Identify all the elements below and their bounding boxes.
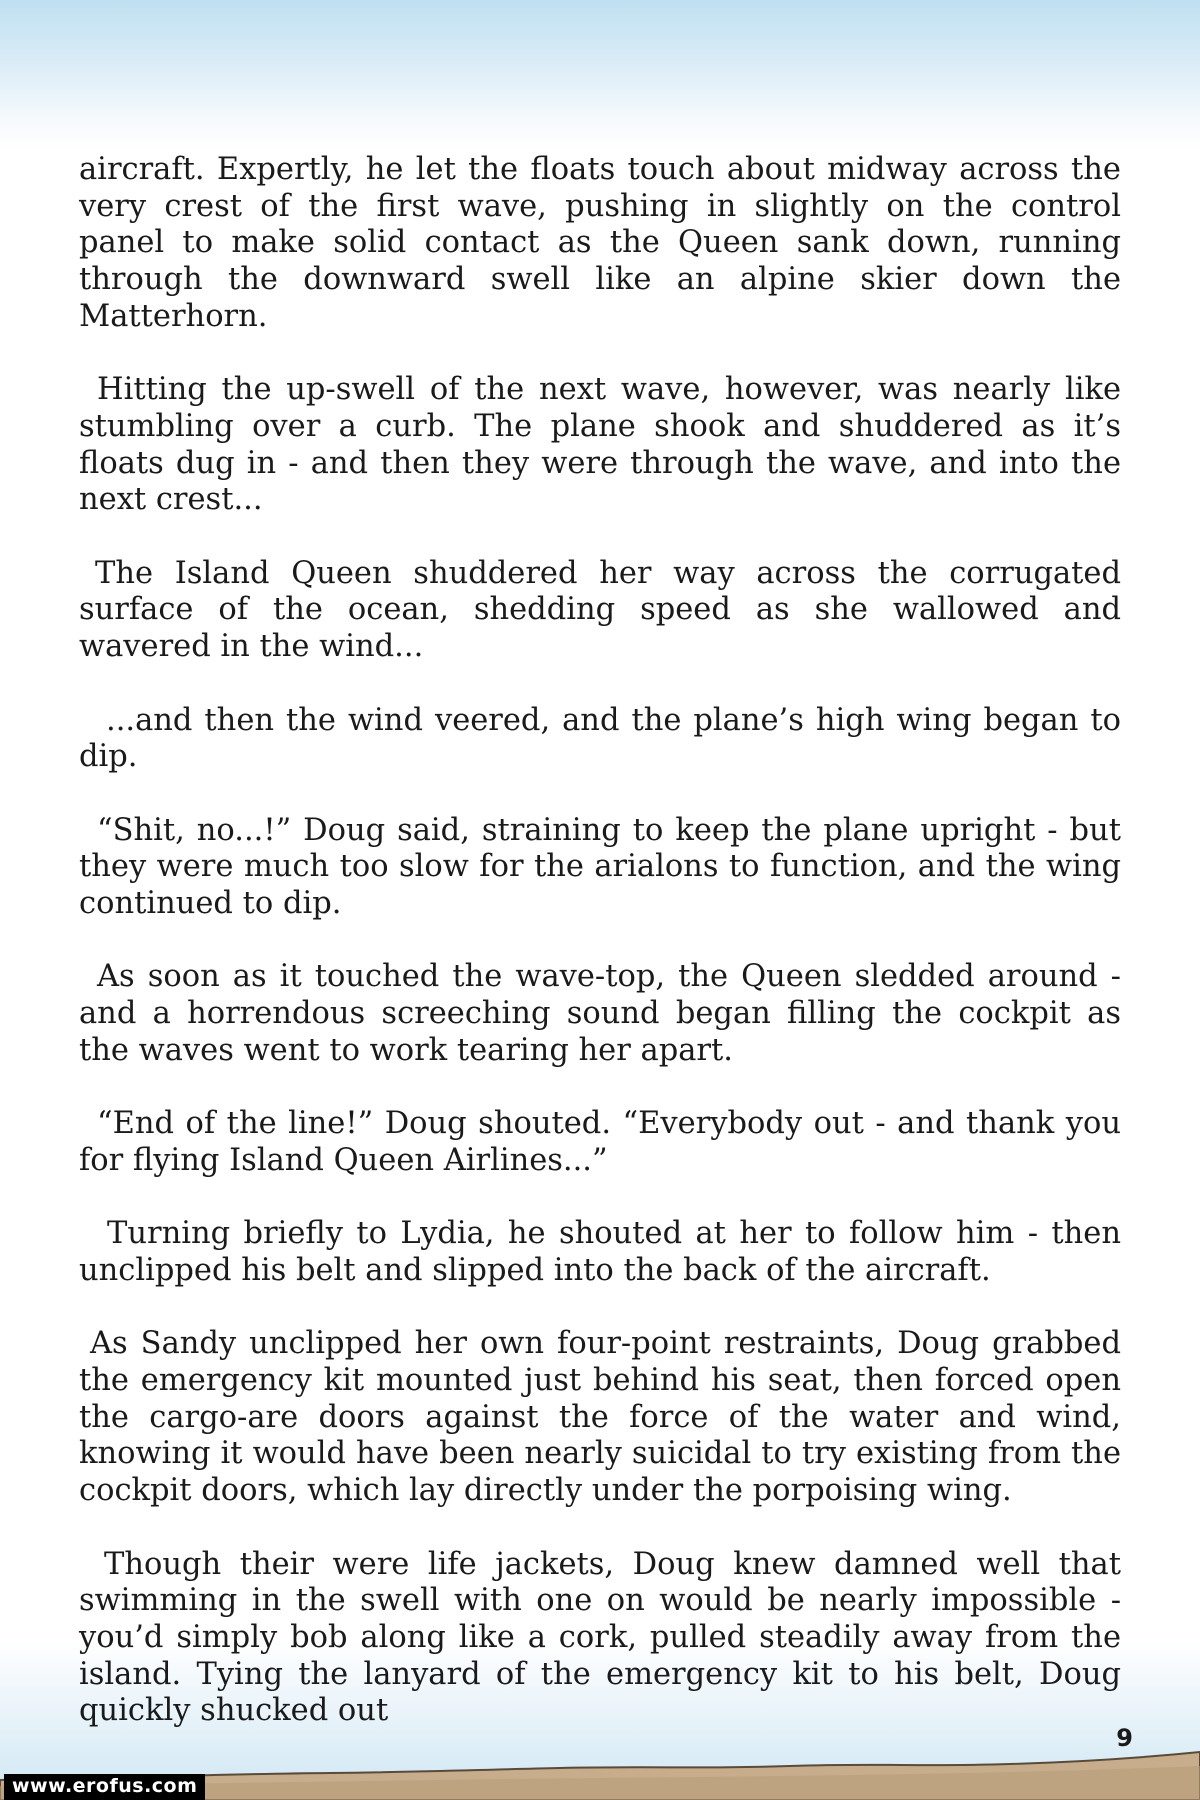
paragraph: Though their were life jackets, Doug knew damned well that swimming in the swell with one on would be nearly impossible - you’d simply bob along like a cork, pulled steadily away from the island. Tying the lanyard of the emergency kit to his belt, Doug quickly shucked out	[79, 1546, 1121, 1729]
paragraph: As soon as it touched the wave-top, the Queen sledded around - and a horrendous screeching sound began filling the cockpit as the waves went to work tearing her apart.	[79, 959, 1121, 1068]
paragraph: The Island Queen shuddered her way across the corrugated surface of the ocean, shedding speed as she wallowed and wavered in the wind...	[79, 555, 1121, 665]
paragraph: Turning briefly to Lydia, he shouted at her to follow him - then unclipped his belt and slipped into the back of the aircraft.	[79, 1216, 1121, 1288]
site-watermark: www.erofus.com	[4, 1774, 205, 1800]
paragraph: aircraft. Expertly, he let the floats touch about midway across the very crest of the first wave, pushing in slightly on the control panel to make solid contact as the Queen sank down, running through the downward swell like an alpine skier down the Matterhorn.	[79, 152, 1121, 334]
paragraph: ...and then the wind veered, and the plane’s high wing began to dip.	[79, 702, 1121, 775]
story-text	[79, 152, 1121, 1767]
paragraph: “Shit, no...!” Doug said, straining to keep the plane upright - but they were much too slow for the arialons to function, and the wing continued to dip.	[79, 812, 1121, 921]
paragraph: Hitting the up-swell of the next wave, however, was nearly like stumbling over a curb. The plane shook and shuddered as it’s floats dug in - and then they were through the wave, and into the next crest...	[79, 372, 1121, 518]
sky-gradient-top	[0, 0, 1200, 150]
paragraph: As Sandy unclipped her own four-point restraints, Doug grabbed the emergency kit mounted just behind his seat, then forced open the cargo-are doors against the force of the water and wind, knowing it would have been nearly suicidal to try existing from the cockpit doors, which lay directly under the porpoising wing.	[79, 1326, 1121, 1509]
paragraph: “End of the line!” Doug shouted. “Everybody out - and thank you for flying Island Queen Airlines...”	[79, 1106, 1121, 1178]
page-number: 9	[1116, 1724, 1133, 1752]
